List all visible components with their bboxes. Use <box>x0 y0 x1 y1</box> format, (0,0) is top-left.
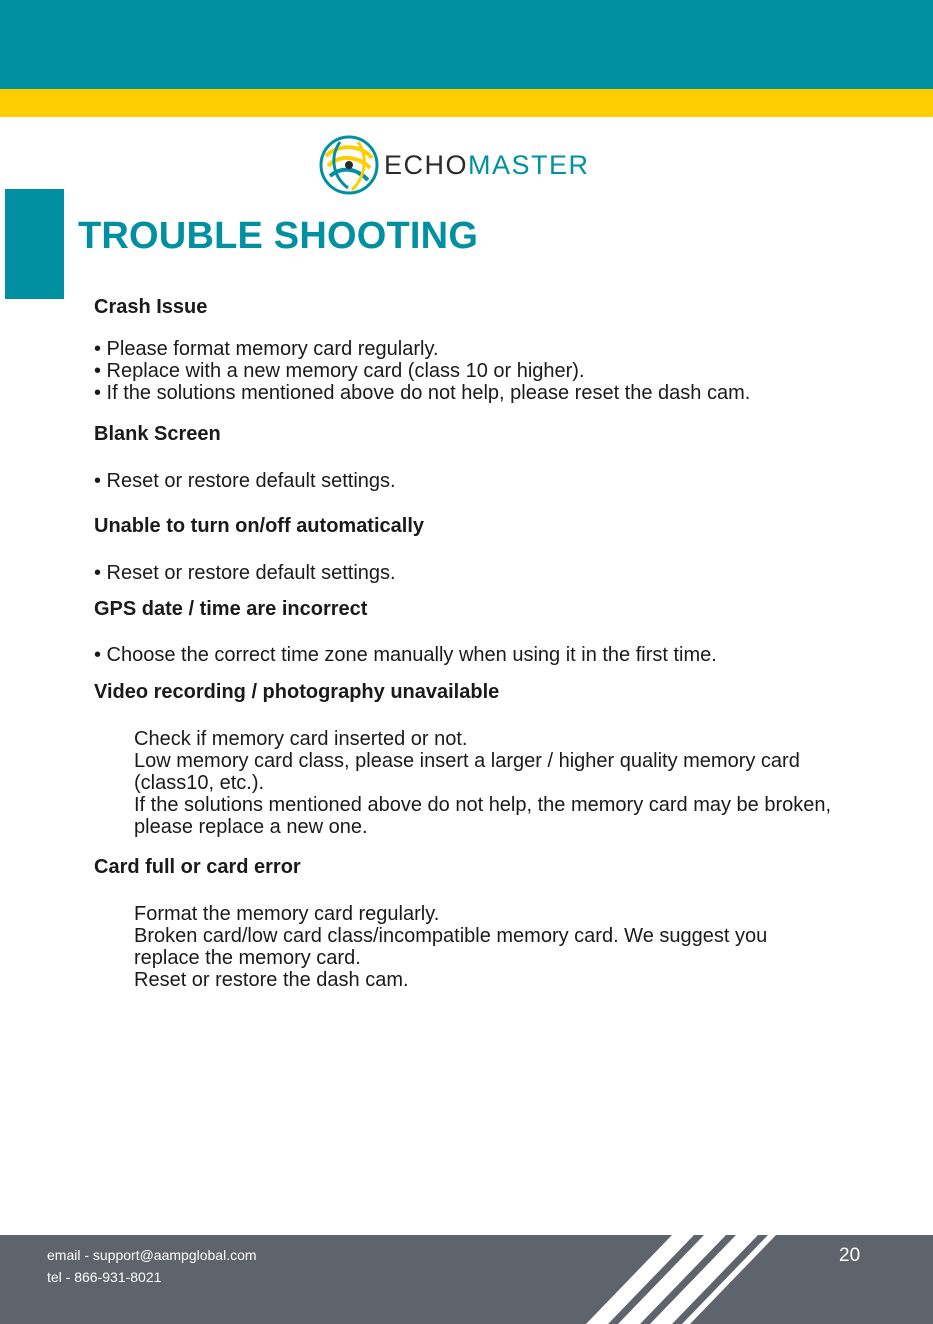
echomaster-logo <box>318 134 638 196</box>
footer-phone: tel - 866-931-8021 <box>47 1269 162 1285</box>
card-line-1: Format the memory card regularly. <box>134 903 440 925</box>
footer-email: email - support@aampglobal.com <box>47 1247 257 1263</box>
crash-line-3: • If the solutions mentioned above do not help, please reset the dash cam. <box>94 382 751 404</box>
section-heading-crash: Crash Issue <box>94 296 208 318</box>
section-heading-blank: Blank Screen <box>94 423 221 445</box>
gps-line-1: • Choose the correct time zone manually when using it in the first time. <box>94 644 717 666</box>
section-heading-gps: GPS date / time are incorrect <box>94 598 368 620</box>
header-yellow-band <box>0 89 933 117</box>
video-line-2: Low memory card class, please insert a larger / higher quality memory card <box>134 750 800 772</box>
video-line-5: please replace a new one. <box>134 816 368 838</box>
crash-line-1: • Please format memory card regularly. <box>94 338 439 360</box>
section-heading-video: Video recording / photography unavailable <box>94 681 500 703</box>
crash-line-2: • Replace with a new memory card (class 10 or higher). <box>94 360 585 382</box>
echomaster-swirl-icon <box>318 134 380 196</box>
page-footer <box>0 1235 933 1324</box>
section-heading-power: Unable to turn on/off automatically <box>94 515 425 537</box>
logo-wordmark <box>384 150 590 180</box>
page-title: TROUBLE SHOOTING <box>78 215 479 257</box>
logo-echo-text: ECHO <box>384 150 469 180</box>
card-line-3: replace the memory card. <box>134 947 361 969</box>
card-line-4: Reset or restore the dash cam. <box>134 969 409 991</box>
side-tab-marker <box>5 189 64 299</box>
section-heading-card: Card full or card error <box>94 856 301 878</box>
video-line-4: If the solutions mentioned above do not help, the memory card may be broken, <box>134 794 832 816</box>
video-line-3: (class10, etc.). <box>134 772 265 794</box>
header-teal-band <box>0 0 933 89</box>
blank-line-1: • Reset or restore default settings. <box>94 470 396 492</box>
power-line-1: • Reset or restore default settings. <box>94 562 396 584</box>
video-line-1: Check if memory card inserted or not. <box>134 728 468 750</box>
page-number: 20 <box>839 1245 861 1266</box>
logo-master-text: MASTER <box>468 150 590 180</box>
card-line-2: Broken card/low card class/incompatible memory card. We suggest you <box>134 925 768 947</box>
